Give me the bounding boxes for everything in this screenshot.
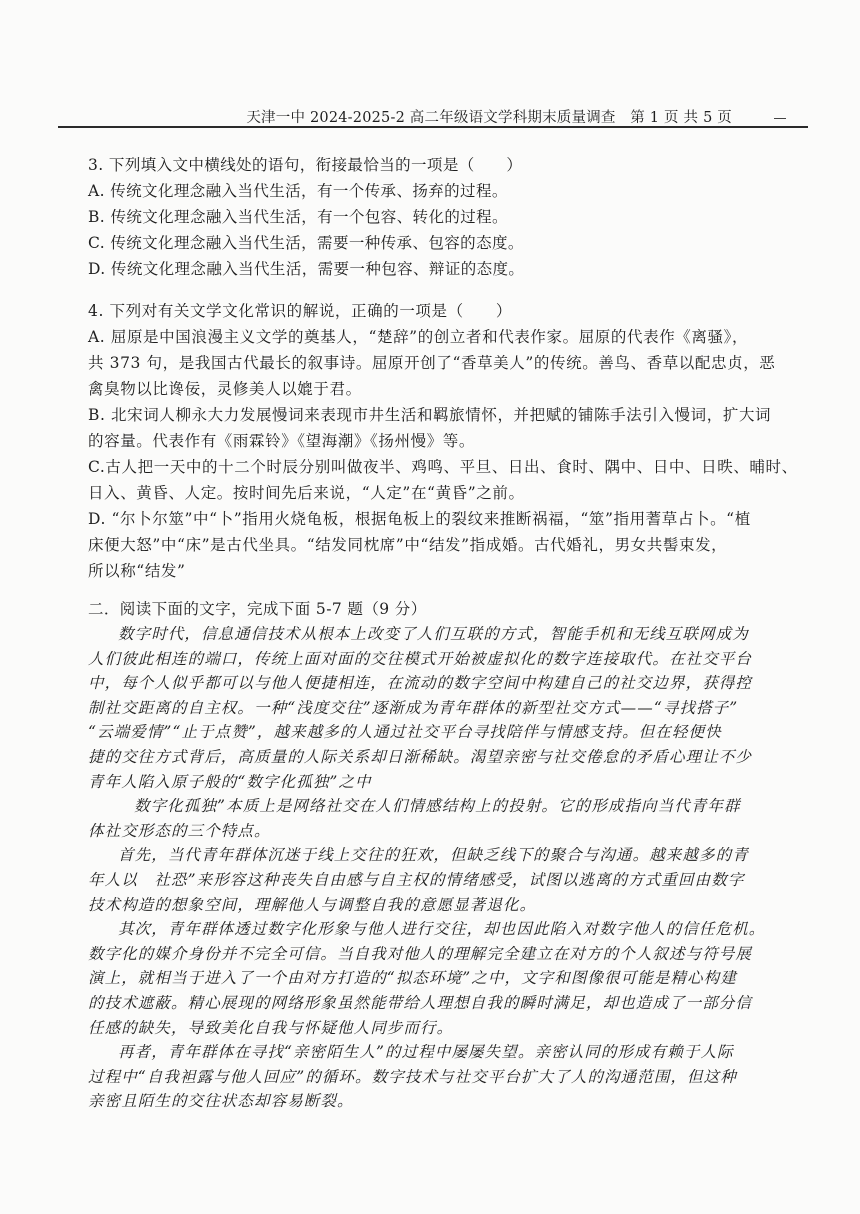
question-4 bbox=[88, 298, 798, 584]
section-2-heading bbox=[88, 596, 788, 622]
passage-line: 制社交距离的自主权。一种“浅度交往”逐渐成为青年群体的新型社交方式——“寻找搭子” bbox=[88, 698, 739, 717]
passage-line: 任感的缺失，导致美化自我与怀疑他人同步而行。 bbox=[88, 1018, 454, 1037]
passage-line: 年人以 社恐”来形容这种丧失自由感与自主权的情绪感受，试图以逃离的方式重回由数字 bbox=[88, 870, 745, 889]
passage-line: 数字化孤独”本质上是网络社交在人们情感结构上的投射。它的形成指向当代青年群 bbox=[134, 797, 741, 816]
passage-line: 亲密且陌生的交往状态却容易断裂。 bbox=[88, 1092, 354, 1111]
question-4-option-a: A. 屈原是中国浪漫主义文学的奠基人，“楚辞”的创立者和代表作家。屈原的代表作《离骚》， bbox=[88, 328, 749, 346]
question-4-option-c: C.古人把一天中的十二个时辰分别叫做夜半、鸡鸣、平旦、日出、食时、隅中、日中、日昳、晡时、 bbox=[88, 458, 798, 476]
question-3-option-d: D. 传统文化理念融入当代生活，需要一种包容、辩证的态度。 bbox=[88, 260, 525, 278]
question-3-option-c: C. 传统文化理念融入当代生活，需要一种传承、包容的态度。 bbox=[88, 234, 524, 252]
passage-line: 其次，青年群体透过数字化形象与他人进行交往，却也因此陷入对数字他人的信任危机。 bbox=[118, 920, 766, 939]
passage-line: 数字时代，信息通信技术从根本上改变了人们互联的方式，智能手机和无线互联网成为 bbox=[118, 625, 749, 643]
passage-line: 人们彼此相连的端口，传统上面对面的交往模式开始被虚拟化的数字连接取代。在社交平台 bbox=[88, 649, 753, 668]
question-4-option-d-cont: 所以称“结发” bbox=[88, 562, 186, 580]
question-4-option-d: D. “尔卜尔筮”中“卜”指用火烧龟板，根据龟板上的裂纹来推断祸福，“筮”指用蓍草占卜。“植 bbox=[88, 510, 751, 528]
passage-line: 中，每个人似乎都可以与他人便捷相连，在流动的数字空间中构建自己的社交边界，获得控 bbox=[88, 674, 753, 693]
passage-line: 数字化的媒介身份并不完全可信。当自我对他人的理解完全建立在对方的个人叙述与符号展 bbox=[88, 944, 753, 963]
passage-line: 首先，当代青年群体沉迷于线上交往的狂欢，但缺乏线下的聚合与沟通。越来越多的青 bbox=[118, 846, 749, 865]
passage-line: 体社交形态的三个特点。 bbox=[88, 821, 271, 840]
question-4-option-b-cont: 的容量。代表作有《雨霖铃》《望海潮》《扬州慢》等。 bbox=[88, 432, 476, 450]
passage-line: 演上，就相当于进入了一个由对方打造的“拟态环境”之中，文字和图像很可能是精心构建 bbox=[88, 969, 737, 988]
passage-line: 再者，青年群体在寻找“亲密陌生人”的过程中屡屡失望。亲密认同的形成有赖于人际 bbox=[118, 1043, 734, 1062]
passage-line: 的技术遮蔽。精心展现的网络形象虽然能带给人理想自我的瞬时满足，却也造成了一部分信 bbox=[88, 993, 753, 1012]
question-4-option-a-cont: 禽臭物以比谗佞，灵修美人以媲于君。 bbox=[88, 380, 362, 398]
passage-line: 青年人陷入原子般的“数字化孤独”之中 bbox=[88, 772, 372, 791]
question-4-option-d-cont: 床便大怒”中“床”是古代坐具。“结发同枕席”中“结发”指成婚。古代婚礼，男女共髻束发， bbox=[88, 536, 728, 554]
question-3-option-a: A. 传统文化理念融入当代生活，有一个传承、扬弃的过程。 bbox=[88, 182, 508, 200]
header-mark bbox=[774, 118, 786, 119]
header-rule bbox=[58, 126, 808, 128]
page-header bbox=[0, 104, 860, 128]
question-3-stem: 3. 下列填入文中横线处的语句，衔接最恰当的一项是（ ） bbox=[88, 156, 523, 174]
passage-line: “云端爱情”“止于点赞”，越来越多的人通过社交平台寻找陪伴与情感支持。但在轻便快 bbox=[88, 723, 722, 742]
reading-passage bbox=[88, 622, 788, 1114]
question-3 bbox=[88, 152, 788, 282]
passage-line: 捷的交往方式背后，高质量的人际关系却日渐稀缺。渴望亲密与社交倦怠的矛盾心理让不少 bbox=[88, 747, 753, 766]
passage-line: 技术构造的想象空间，理解他人与调整自我的意愿显著退化。 bbox=[88, 895, 537, 914]
question-4-stem: 4. 下列对有关文学文化常识的解说，正确的一项是（ ） bbox=[88, 302, 513, 320]
question-4-option-a-cont: 共 373 句，是我国古代最长的叙事诗。屈原开创了“香草美人”的传统。善鸟、香草以配忠贞，恶 bbox=[88, 354, 776, 372]
question-3-option-b: B. 传统文化理念融入当代生活，有一个包容、转化的过程。 bbox=[88, 208, 508, 226]
section-heading: 二．阅读下面的文字，完成下面 5-7 题（9 分） bbox=[88, 600, 427, 618]
header-title: 天津一中 2024-2025-2 高二年级语文学科期末质量调查 第 1 页 共 5 页 bbox=[246, 110, 732, 126]
passage-line: 过程中“自我袒露与他人回应”的循环。数字技术与社交平台扩大了人的沟通范围，但这种 bbox=[88, 1067, 737, 1086]
question-4-option-b: B. 北宋词人柳永大力发展慢词来表现市井生活和羁旅情怀，并把赋的铺陈手法引入慢词，扩大词 bbox=[88, 406, 772, 424]
question-4-option-c-cont: 日入、黄昏、人定。按时间先后来说，“人定”在“黄昏”之前。 bbox=[88, 484, 525, 502]
